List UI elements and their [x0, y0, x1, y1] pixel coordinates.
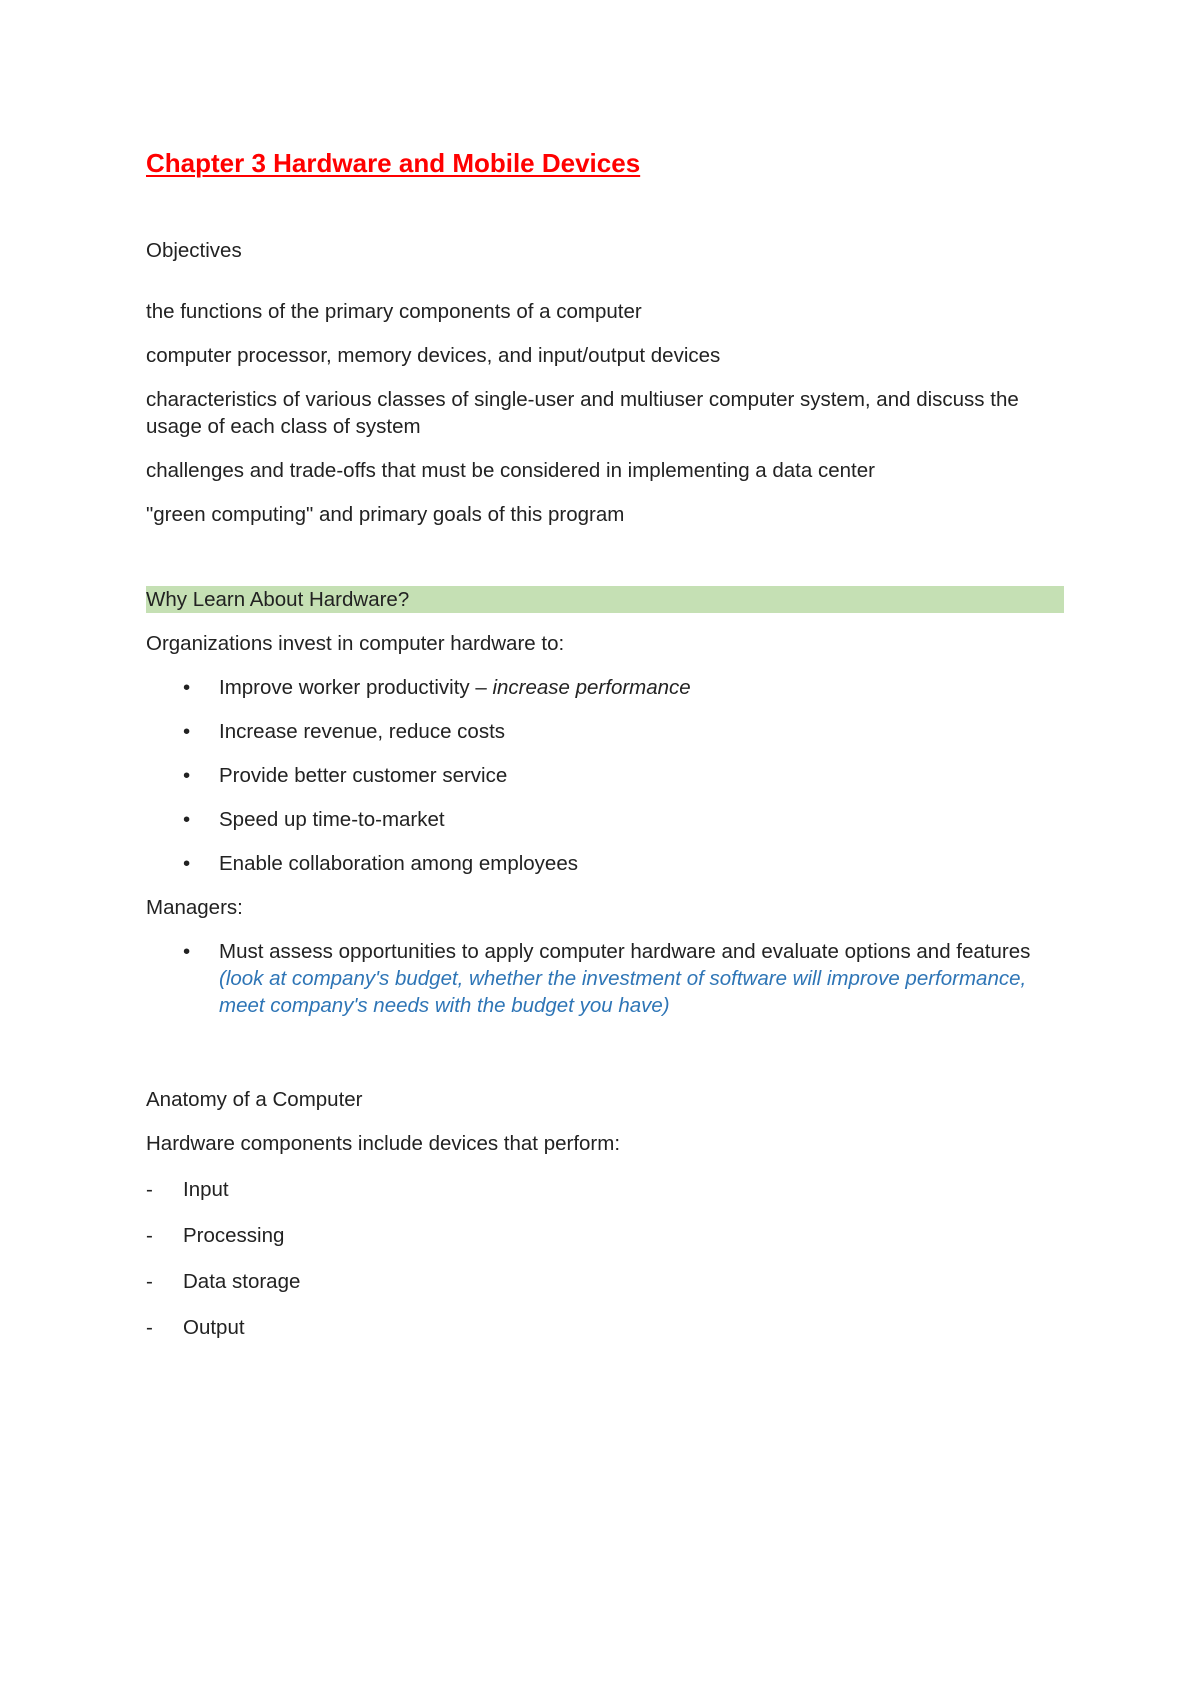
bullet-icon: •	[183, 720, 191, 743]
list-item	[146, 762, 1064, 789]
document-content	[146, 146, 1064, 1360]
why-learn-bullet-list	[146, 674, 1064, 877]
bullet-text: Enable collaboration among employees	[219, 852, 578, 875]
list-item	[146, 674, 1064, 701]
managers-bullet-list	[146, 938, 1064, 1019]
objective-item: challenges and trade-offs that must be considered in implementing a data center	[146, 459, 875, 482]
bullet-icon: •	[183, 940, 191, 963]
bullet-icon: •	[183, 764, 191, 787]
bullet-text: Increase revenue, reduce costs	[219, 720, 506, 743]
list-item	[146, 718, 1064, 745]
bullet-italic-text: increase performance	[492, 676, 691, 699]
objective-item: "green computing" and primary goals of this program	[146, 503, 625, 526]
objectives-section	[146, 237, 1064, 528]
dash-icon: -	[146, 1178, 153, 1201]
list-item	[146, 1314, 1064, 1341]
bullet-text: Improve worker productivity –	[219, 676, 493, 699]
dash-icon: -	[146, 1270, 153, 1293]
list-item	[146, 1222, 1064, 1249]
bullet-icon: •	[183, 676, 191, 699]
why-learn-intro: Organizations invest in computer hardware to:	[146, 632, 565, 655]
page-title: Chapter 3 Hardware and Mobile Devices	[146, 148, 641, 178]
bullet-icon: •	[183, 852, 191, 875]
bullet-text: Speed up time-to-market	[219, 808, 445, 831]
dash-item-text: Processing	[183, 1224, 285, 1247]
anatomy-heading: Anatomy of a Computer	[146, 1088, 363, 1111]
dash-item-text: Output	[183, 1316, 245, 1339]
dash-icon: -	[146, 1224, 153, 1247]
bullet-icon: •	[183, 808, 191, 831]
dash-item-text: Data storage	[183, 1270, 301, 1293]
bullet-text: Must assess opportunities to apply computer hardware and evaluate options and features	[219, 940, 1031, 963]
anatomy-section	[146, 1086, 1064, 1341]
annotation-note: (look at company's budget, whether the investment of software will improve performance, meet company's needs with the budget you have)	[219, 967, 1027, 1017]
list-item	[146, 850, 1064, 877]
managers-label: Managers:	[146, 896, 243, 919]
why-learn-section	[146, 586, 1064, 1019]
objective-item: the functions of the primary components of a computer	[146, 300, 642, 323]
list-item	[146, 938, 1064, 1019]
objective-item: characteristics of various classes of single-user and multiuser computer system, and discuss the usage of each class of system	[146, 388, 1019, 438]
why-learn-heading: Why Learn About Hardware?	[146, 586, 1064, 613]
dash-icon: -	[146, 1316, 153, 1339]
list-item	[146, 1268, 1064, 1295]
list-item	[146, 806, 1064, 833]
list-item	[146, 1176, 1064, 1203]
objective-item: computer processor, memory devices, and input/output devices	[146, 344, 721, 367]
dash-item-text: Input	[183, 1178, 229, 1201]
bullet-text: Provide better customer service	[219, 764, 508, 787]
anatomy-dash-list	[146, 1176, 1064, 1341]
anatomy-intro: Hardware components include devices that perform:	[146, 1132, 621, 1155]
objectives-heading: Objectives	[146, 239, 242, 262]
